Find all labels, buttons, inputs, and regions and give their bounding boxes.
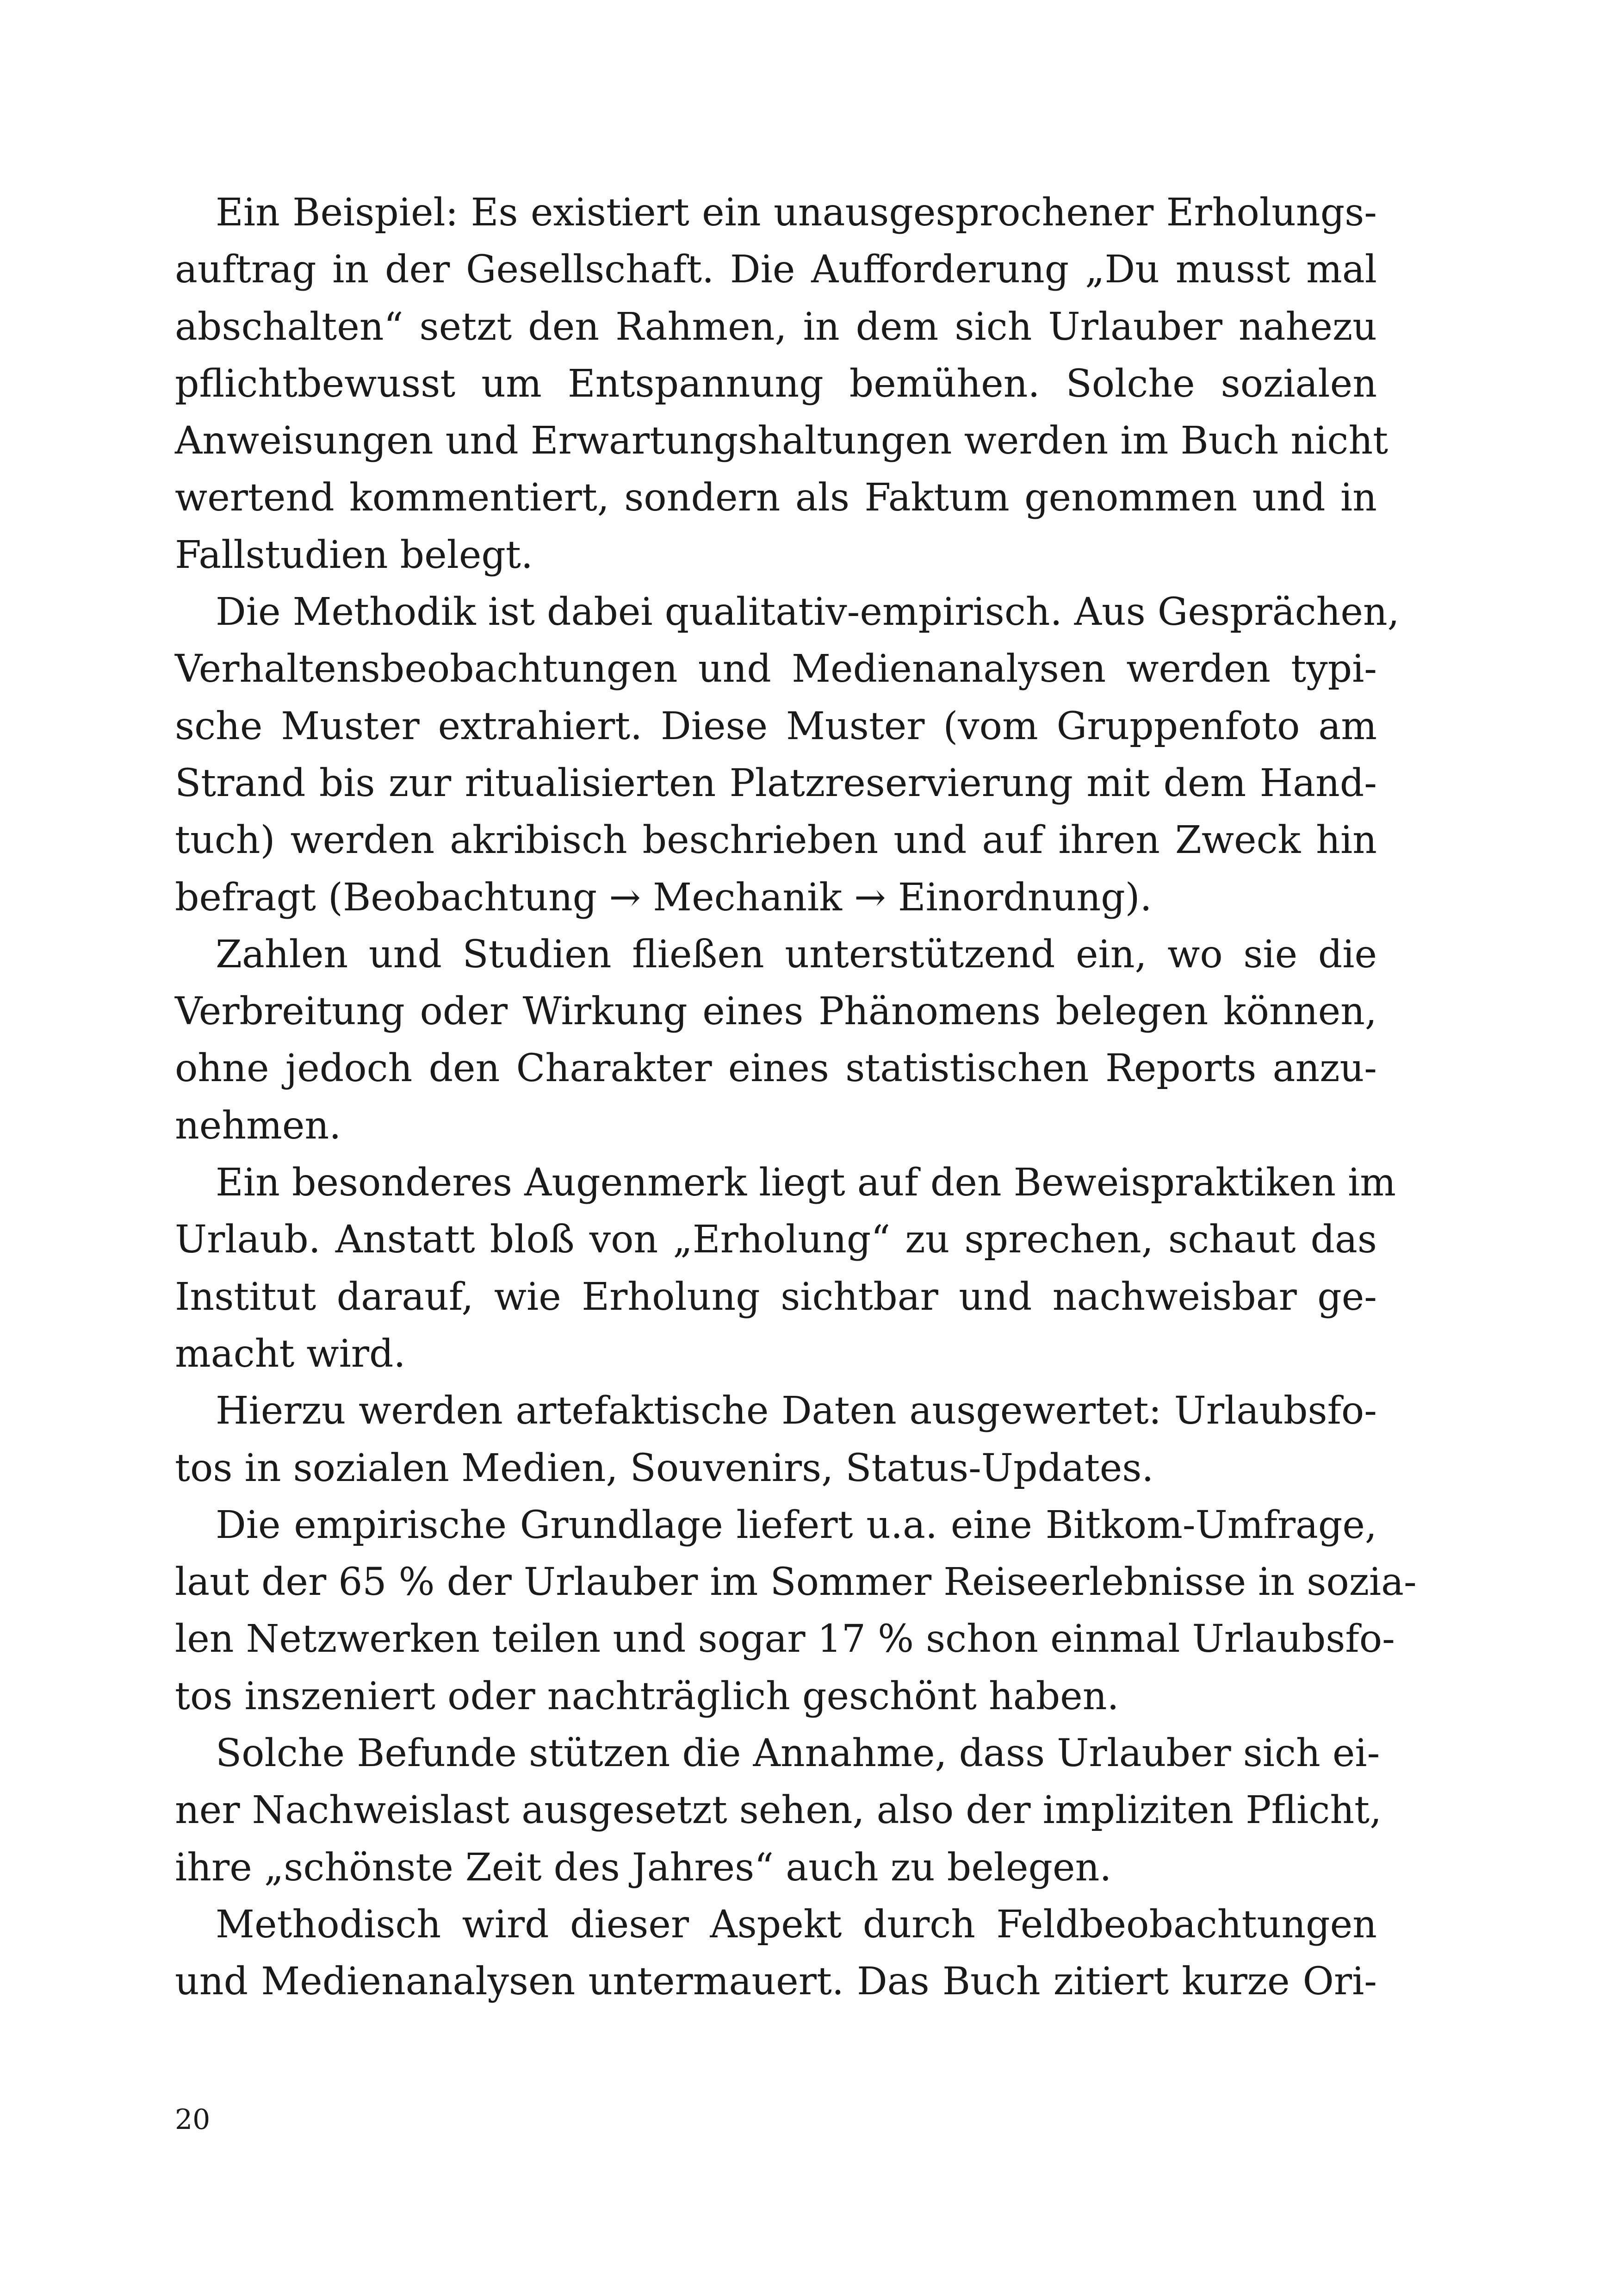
paragraph: [175, 584, 1400, 926]
text-line: Urlaub. Anstatt bloß von „Erholung“ zu sprechen, schaut das: [175, 1218, 1377, 1262]
paragraph: [175, 1154, 1396, 1382]
text-line: macht wird.: [175, 1332, 406, 1376]
text-line: pflichtbewusst um Entspannung bemühen. Solche sozialen: [175, 361, 1377, 406]
paragraph: [175, 1725, 1382, 1896]
text-line: Strand bis zur ritualisierten Platzreservierung mit dem Hand-: [175, 761, 1377, 805]
text-line: len Netzwerken teilen und sogar 17 % schon einmal Urlaubsfo-: [175, 1617, 1395, 1661]
text-line: tos in sozialen Medien, Souvenirs, Status-Updates.: [175, 1446, 1154, 1490]
text-line: sche Muster extrahiert. Diese Muster (vom Gruppenfoto am: [175, 704, 1377, 748]
text-line: auftrag in der Gesellschaft. Die Aufforderung „Du musst mal: [175, 248, 1377, 292]
text-line: Ein Beispiel: Es existiert ein unausgesprochener Erholungs-: [216, 191, 1377, 235]
text-line: ner Nachweislast ausgesetzt sehen, also der impliziten Pflicht,: [175, 1788, 1382, 1833]
paragraph: [175, 1497, 1417, 1725]
text-line: Institut darauf, wie Erholung sichtbar und nachweisbar ge-: [175, 1275, 1377, 1319]
text-line: Die empirische Grundlage liefert u.a. eine Bitkom-Umfrage,: [216, 1503, 1377, 1547]
text-line: Ein besonderes Augenmerk liegt auf den Beweispraktiken im: [216, 1161, 1396, 1205]
text-line: und Medienanalysen untermauert. Das Buch zitiert kurze Ori-: [175, 1960, 1377, 2004]
text-line: Verbreitung oder Wirkung eines Phänomens belegen können,: [175, 989, 1377, 1034]
text-line: Zahlen und Studien fließen unterstützend ein, wo sie die: [216, 932, 1377, 977]
text-line: Fallstudien belegt.: [175, 533, 533, 577]
text-line: ohne jedoch den Charakter eines statistischen Reports anzu-: [175, 1046, 1377, 1091]
page-number: 20: [175, 2103, 211, 2136]
paragraph: [175, 1382, 1377, 1497]
text-line: Die Methodik ist dabei qualitativ-empirisch. Aus Gesprächen,: [216, 590, 1400, 635]
text-line: ihre „schönste Zeit des Jahres“ auch zu belegen.: [175, 1845, 1112, 1890]
text-line: Verhaltensbeobachtungen und Medienanalysen werden typi-: [175, 647, 1377, 691]
text-line: Hierzu werden artefaktische Daten ausgewertet: Urlaubsfo-: [216, 1389, 1377, 1433]
text-line: wertend kommentiert, sondern als Faktum genommen und in: [175, 476, 1377, 520]
text-line: nehmen.: [175, 1103, 341, 1148]
text-line: Solche Befunde stützen die Annahme, dass Urlauber sich ei-: [216, 1731, 1380, 1776]
text-line: Anweisungen und Erwartungshaltungen werden im Buch nicht: [175, 419, 1389, 463]
paragraph: [175, 926, 1377, 1154]
paragraph: [175, 1896, 1377, 2010]
text-line: Methodisch wird dieser Aspekt durch Feldbeobachtungen: [216, 1902, 1377, 1947]
body-text: [175, 184, 1417, 2010]
text-line: befragt (Beobachtung → Mechanik → Einordnung).: [175, 875, 1152, 920]
paragraph: [175, 184, 1389, 584]
text-line: laut der 65 % der Urlauber im Sommer Reiseerlebnisse in sozia-: [175, 1560, 1417, 1605]
text-line: tos inszeniert oder nachträglich geschönt haben.: [175, 1674, 1119, 1718]
text-line: abschalten“ setzt den Rahmen, in dem sich Urlauber nahezu: [175, 305, 1377, 349]
text-line: tuch) werden akribisch beschrieben und auf ihren Zweck hin: [175, 818, 1377, 863]
